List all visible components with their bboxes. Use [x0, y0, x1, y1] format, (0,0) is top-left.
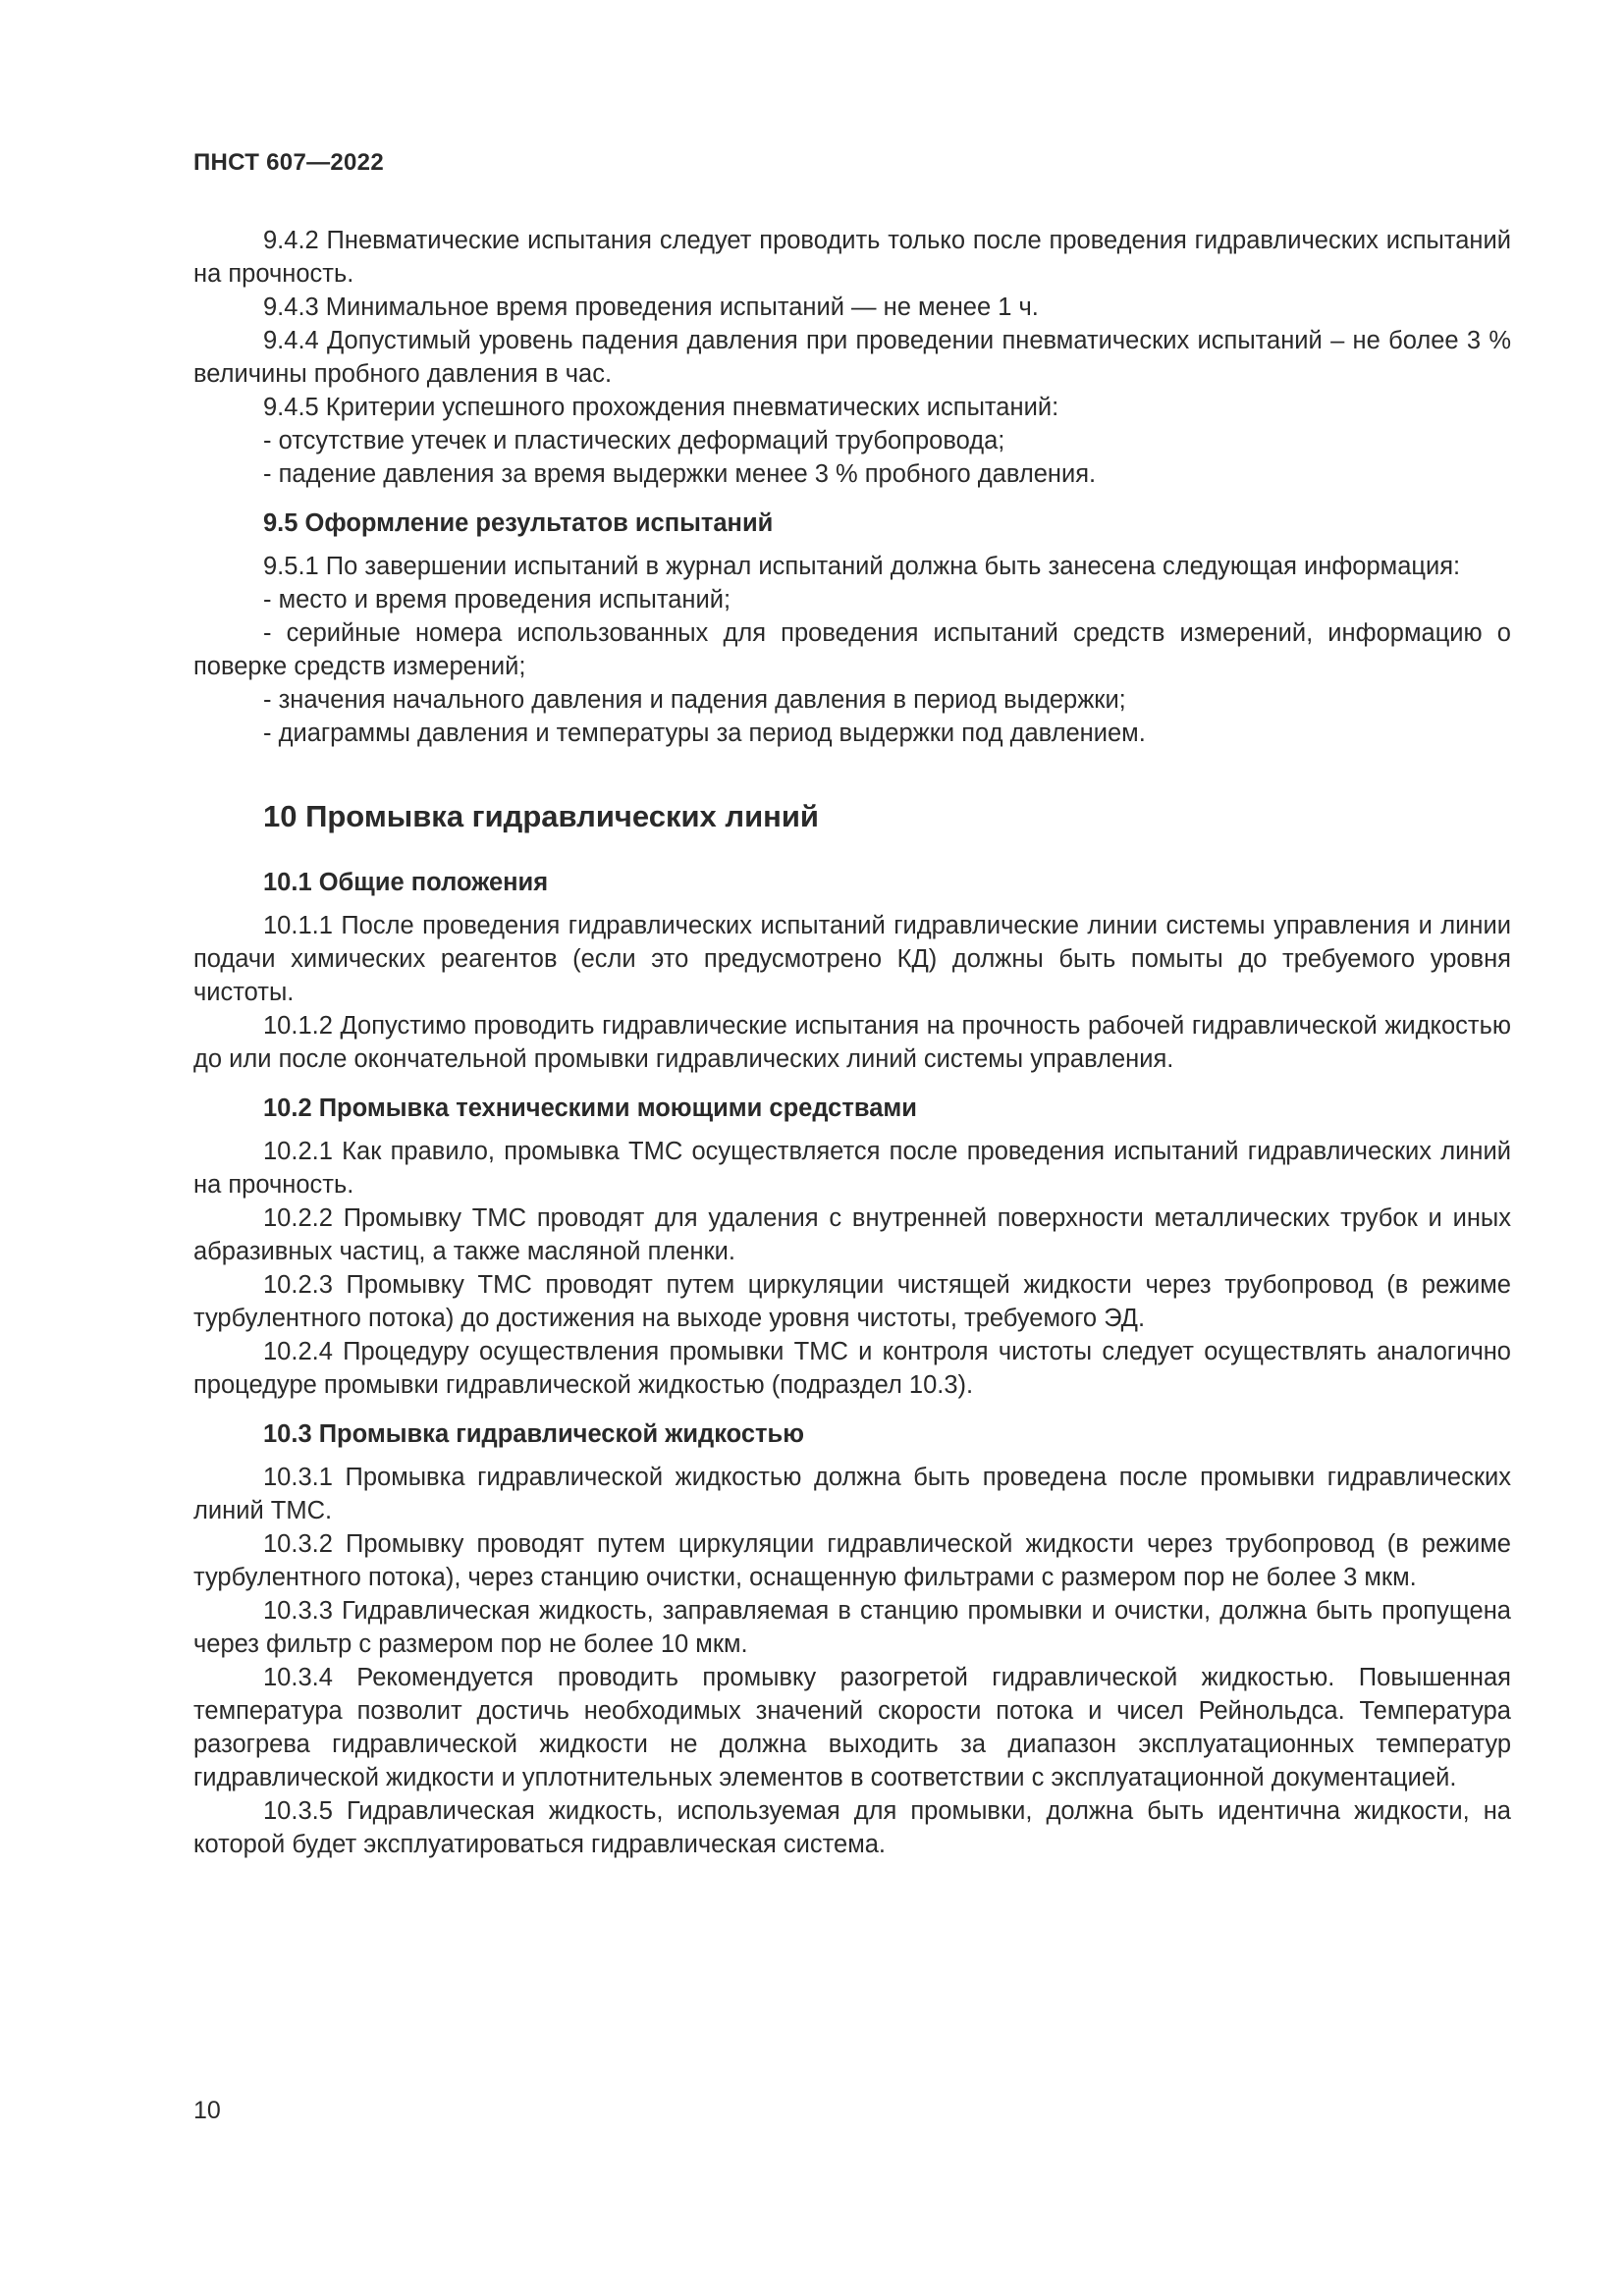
paragraph: 10.3.2 Промывку проводят путем циркуляции гидравлической жидкости через трубопровод (в режиме турбулентного потока), через станцию очистки, оснащенную фильтрами с размером пор не более 3 мкм. — [193, 1530, 1511, 1591]
document-body — [193, 224, 1511, 1861]
list-item: - место и время проведения испытаний; — [263, 586, 731, 614]
document-header: ПНСТ 607—2022 — [193, 149, 384, 176]
list-item: - серийные номера использованных для проведения испытаний средств измерений, информацию о поверке средств измерений; — [193, 619, 1511, 680]
paragraph: 10.2.1 Как правило, промывка ТМС осуществляется после проведения испытаний гидравлических линий на прочность. — [193, 1138, 1511, 1199]
paragraph: 10.1.1 После проведения гидравлических испытаний гидравлические линии системы управления и линии подачи химических реагентов (если это предусмотрено КД) должны быть помыты до требуемого уровня чистоты. — [193, 912, 1511, 1006]
subsection-heading: 10.3 Промывка гидравлической жидкостью — [263, 1420, 804, 1448]
paragraph: 9.4.3 Минимальное время проведения испытаний — не менее 1 ч. — [263, 294, 1039, 321]
list-item: - диаграммы давления и температуры за период выдержки под давлением. — [263, 720, 1146, 747]
section-heading: 10 Промывка гидравлических линий — [263, 799, 819, 833]
paragraph: 10.3.5 Гидравлическая жидкость, используемая для промывки, должна быть идентична жидкости, на которой будет эксплуатироваться гидравлическая система. — [193, 1797, 1511, 1858]
subsection-heading: 10.2 Промывка техническими моющими средствами — [263, 1095, 917, 1122]
subsection-heading: 9.5 Оформление результатов испытаний — [263, 509, 774, 537]
paragraph: 9.4.5 Критерии успешного прохождения пневматических испытаний: — [263, 394, 1059, 421]
paragraph: 10.2.2 Промывку ТМС проводят для удаления с внутренней поверхности металлических трубок и иных абразивных частиц, а также масляной пленки. — [193, 1204, 1511, 1265]
paragraph: 9.5.1 По завершении испытаний в журнал испытаний должна быть занесена следующая информация: — [263, 553, 1461, 580]
paragraph: 10.2.3 Промывку ТМС проводят путем циркуляции чистящей жидкости через трубопровод (в режиме турбулентного потока) до достижения на выходе уровня чистоты, требуемого ЭД. — [193, 1271, 1511, 1332]
paragraph: 10.2.4 Процедуру осуществления промывки ТМС и контроля чистоты следует осуществлять аналогично процедуре промывки гидравлической жидкостью (подраздел 10.3). — [193, 1338, 1511, 1399]
paragraph: 10.1.2 Допустимо проводить гидравлические испытания на прочность рабочей гидравлической жидкостью до или после окончательной промывки гидравлических линий системы управления. — [193, 1012, 1511, 1073]
paragraph: 9.4.4 Допустимый уровень падения давления при проведении пневматических испытаний – не более 3 % величины пробного давления в час. — [193, 327, 1511, 388]
paragraph: 10.3.3 Гидравлическая жидкость, заправляемая в станцию промывки и очистки, должна быть пропущена через фильтр с размером пор не более 10 мкм. — [193, 1597, 1511, 1658]
paragraph: 10.3.1 Промывка гидравлической жидкостью должна быть проведена после промывки гидравлических линий ТМС. — [193, 1464, 1511, 1524]
paragraph: 9.4.2 Пневматические испытания следует проводить только после проведения гидравлических испытаний на прочность. — [193, 227, 1511, 288]
paragraph: 10.3.4 Рекомендуется проводить промывку разогретой гидравлической жидкостью. Повышенная температура позволит достичь необходимых значений скорости потока и чисел Рейнольдса. Температура разогрева гидравлической жидкости не должна выходить за диапазон эксплуатационных температур гидравлической жидкости и уплотнительных элементов в соответствии с эксплуатационной документацией. — [193, 1664, 1511, 1791]
page-number: 10 — [193, 2097, 221, 2124]
list-item: - отсутствие утечек и пластических деформаций трубопровода; — [263, 427, 1005, 454]
list-item: - падение давления за время выдержки менее 3 % пробного давления. — [263, 460, 1097, 488]
list-item: - значения начального давления и падения давления в период выдержки; — [263, 686, 1126, 714]
subsection-heading: 10.1 Общие положения — [263, 869, 549, 896]
